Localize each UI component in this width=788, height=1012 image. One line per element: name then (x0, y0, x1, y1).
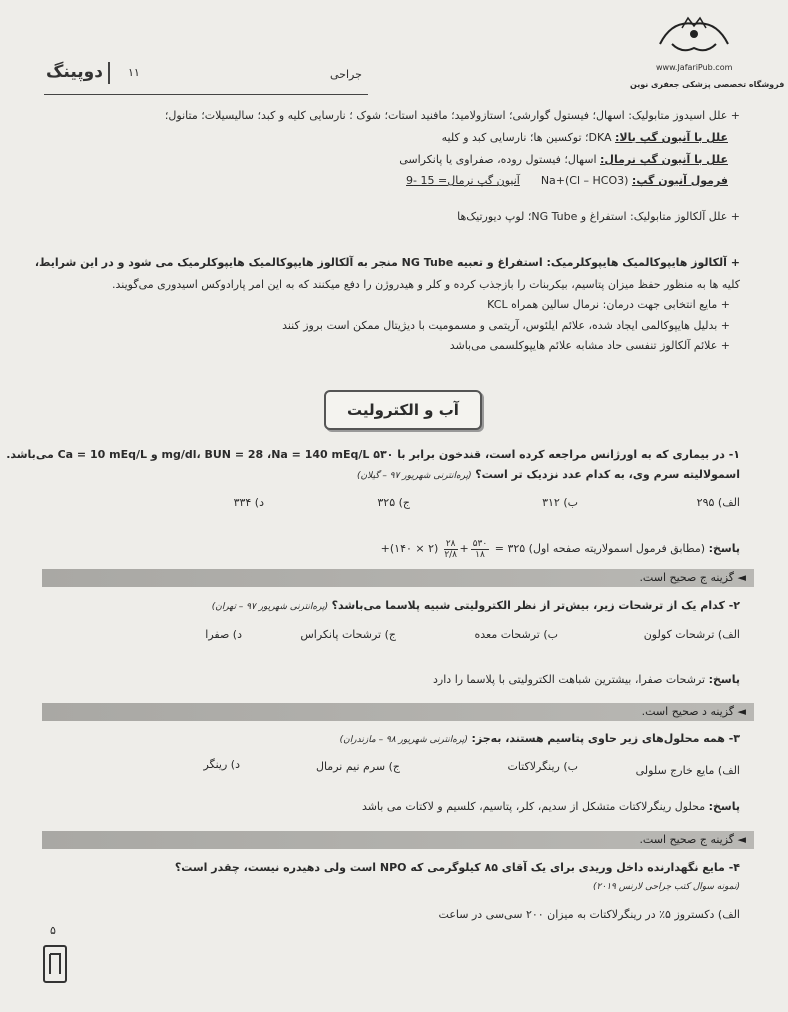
q3-answer-text: محلول رینگرلاکتات متشکل از سدیم، کلر، پتاسیم، کلسیم و لاکتات می باشد (361, 800, 709, 813)
intro-line-6: + آلکالوز هایپوکالمیک هایپوکلرمیک: استفراغ و تعبیه NG Tube منجر به آلکالوز هایپوکالمیک هایپوکلرمیک می شود و در این شرایط، (34, 256, 740, 269)
footer-book-icon (42, 944, 68, 984)
q3-answer-bar: ◄ گزینه ج صحیح است. (42, 831, 754, 849)
q2-option-b: ب) ترشحات معده (474, 628, 558, 641)
gap-formula: Na+(Cl – HCO3) (540, 174, 629, 187)
q1-fraction-bun: $\frac{۲۸}{۲/۸}$ (444, 538, 458, 560)
q1-stem-2 (40, 468, 740, 481)
label-high-gap: علل با آنیون گپ بالا: (615, 131, 728, 144)
text-normal-gap: اسهال؛ فیستول روده، صفراوی یا پانکراسی (399, 153, 601, 166)
q1-option-b: ب) ۳۱۲ (542, 496, 578, 509)
publisher-shop: فروشگاه تخصصی پزشکی جعفری نوین (630, 80, 785, 89)
q4-stem: ۴- مایع نگهدارنده داخل وریدی برای یک آقای ۸۵ کیلوگرمی که NPO است ولی دهیدره نیست، چقدر است؟ (174, 861, 740, 874)
label-gap-formula: فرمول آنیون گپ: (631, 174, 728, 187)
q3-source: (پره‌انترنی شهریور ۹۸ – مازندران) (339, 735, 468, 745)
text-high-gap: DKA؛ توکسین ها؛ نارسایی کبد و کلیه (441, 131, 616, 144)
intro-line-8: + مایع انتخابی جهت درمان: نرمال سالین همراه KCL (487, 298, 730, 311)
q1-option-c: ج) ۳۲۵ (377, 496, 410, 509)
q3-option-c: ج) سرم نیم نرمال (315, 760, 400, 773)
label-normal-gap: علل با آنیون گپ نرمال: (600, 153, 728, 166)
q2-answer-label: پاسخ: (708, 673, 740, 686)
q2-source: (پره‌انترنی شهریور ۹۷ – تهران) (211, 602, 329, 612)
q2-stem-text: ۲- کدام یک از ترشحات زیر، بیش‌تر از نظر الکترولیتی شبیه پلاسما می‌باشد؟ (331, 599, 740, 612)
publisher-site: www.JafariPub.com (656, 63, 733, 72)
q1-stem-2-text: اسمولالیته سرم وی، به کدام عدد نزدیک تر است؟ (475, 468, 740, 481)
intro-line-4 (40, 174, 728, 187)
q2-option-d: د) صفرا (205, 628, 242, 641)
q1-answer: پاسخ: (مطابق فرمول اسمولاریته صفحه اول) ۳۲۵ = $\frac{۵۳۰}{۱۸}$ + $\frac{۲۸}{۲/۸}$ (۲ × ۱۴۰)+ (380, 538, 740, 560)
q1-answer-text: (مطابق فرمول اسمولاریته صفحه اول) ۳۲۵ = (494, 542, 706, 555)
q2-option-a: الف) ترشحات کولون (643, 628, 740, 641)
gap-normal: آنیون گپ نرمال= 15 -9 (406, 174, 520, 187)
intro-line-5: + علل آلکالوز متابولیک: استفراغ و NG Tube؛ لوپ دیورتیک‌ها (457, 210, 740, 223)
header-brand: دوپینگ (46, 62, 103, 82)
q1-option-d: د) ۳۳۴ (233, 496, 264, 509)
header-divider (108, 62, 110, 84)
q1-answer-label: پاسخ: (708, 542, 740, 555)
publisher-logo (652, 14, 736, 60)
section-title: آب و الکترولیت (324, 390, 482, 430)
q4-option-a: الف) دکستروز ۵٪ در رینگرلاکتات به میزان ۲۰۰ سی‌سی در ساعت (438, 908, 740, 921)
q1-answer-bar: ◄ گزینه ج صحیح است. (42, 569, 754, 587)
footer-page-mark: ۵ (50, 924, 56, 937)
q3-answer (40, 800, 740, 813)
page-number: ۱۱ (128, 66, 140, 79)
q3-option-d: د) رینگر (203, 758, 240, 771)
intro-line-3 (40, 153, 728, 166)
intro-line-10: + علائم آلکالوز تنفسی حاد مشابه علائم هایپوکلسمی می‌باشد (449, 339, 730, 352)
q3-option-a: الف) مایع خارج سلولی (635, 764, 740, 777)
q2-option-c: ج) ترشحات پانکراس (300, 628, 396, 641)
intro-line-9: + بدلیل هایپوکالمی ایجاد شده، علائم ایلئوس، آریتمی و مسمومیت با دیژیتال ممکن است بروز کنند (282, 319, 730, 332)
q1-fraction-glucose: $\frac{۵۳۰}{۱۸}$ (472, 538, 488, 560)
q3-stem-text: ۳- همه محلول‌های زیر حاوی پتاسیم هستند، به‌جز: (471, 732, 740, 745)
q2-stem (40, 599, 740, 612)
q3-option-b: ب) رینگرلاکتات (507, 760, 578, 773)
q3-answer-label: پاسخ: (708, 800, 740, 813)
intro-line-7: کلیه ها به منظور حفظ میزان پتاسیم، بیکربنات را بازجذب کرده و کلر و هیدروژن را دفع میکنند که به این امر پارادوکس اسیدوری می‌گویند. (112, 278, 740, 291)
q1-stem-1: ۱- در بیماری که به اورژانس مراجعه کرده است، قندخون برابر با ۵۳۰ mg/dl، BUN = 28 ،Na = 140 mEq/L و Ca = 10 mEq/L می‌باشد. (6, 448, 740, 461)
q4-source: (نمونه سوال کتب جراحی لارنس ۲۰۱۹) (593, 882, 740, 892)
q2-answer (40, 673, 740, 686)
q3-stem (40, 732, 740, 745)
header-rule (44, 94, 368, 95)
q1-source: (پره‌انترنی شهریور ۹۷ – گیلان) (357, 471, 472, 481)
q2-answer-bar: ◄ گزینه د صحیح است. (42, 703, 754, 721)
intro-line-1: + علل اسیدوز متابولیک: اسهال؛ فیستول گوارشی؛ استازولامید؛ مافنید استات؛ شوک ؛ نارسایی کلیه و کبد؛ سالیسیلات؛ متانول؛ (164, 109, 740, 122)
intro-line-2 (40, 131, 728, 144)
q1-option-a: الف) ۲۹۵ (696, 496, 740, 509)
q2-answer-text: ترشحات صفرا، بیشترین شباهت الکترولیتی با پلاسما را دارد (433, 673, 709, 686)
chapter-title: جراحی (330, 68, 362, 81)
q1-formula-tail: (۲ × ۱۴۰)+ (380, 542, 439, 555)
